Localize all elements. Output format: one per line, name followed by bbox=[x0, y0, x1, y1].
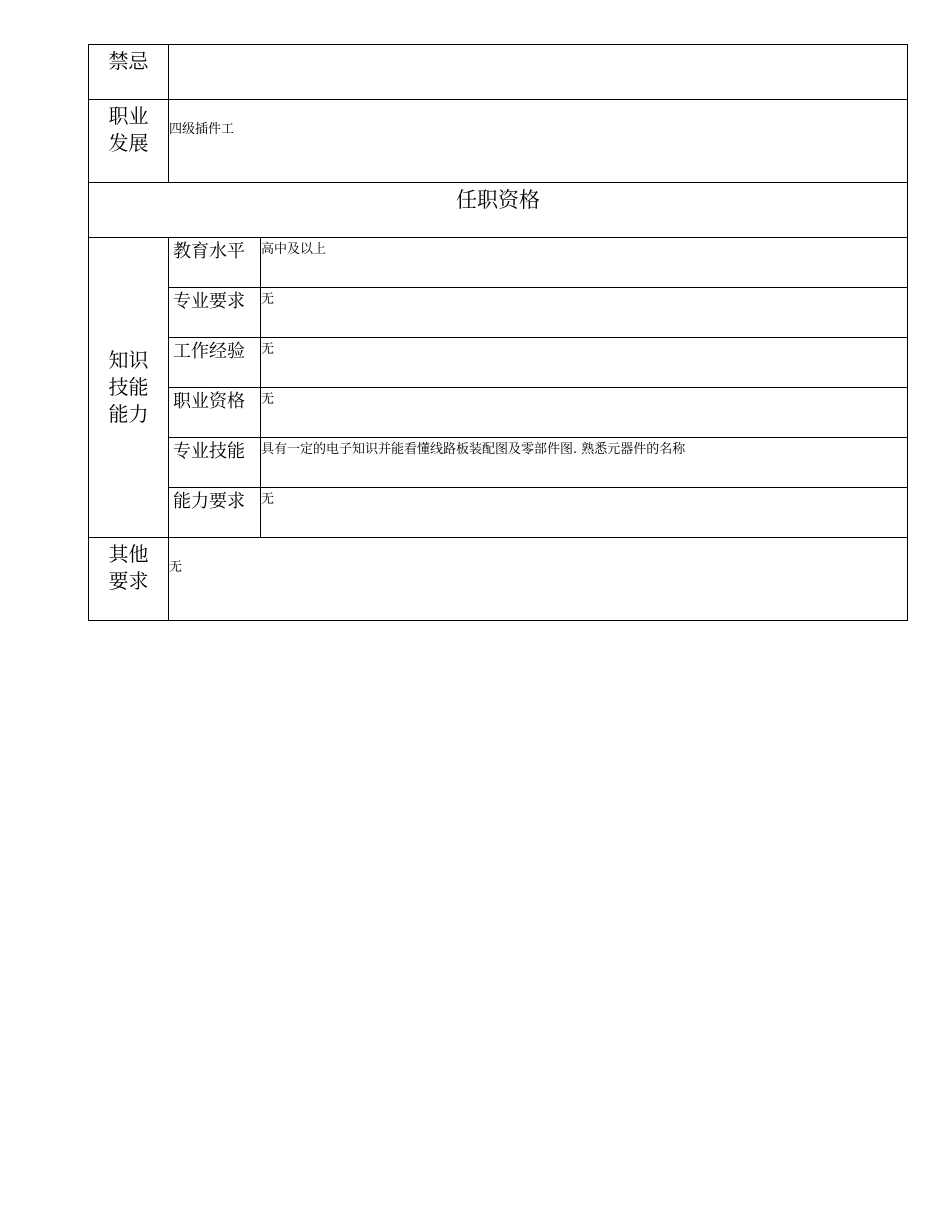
experience-value: 无 bbox=[261, 338, 908, 388]
education-value: 高中及以上 bbox=[261, 238, 908, 288]
knowledge-label bbox=[89, 238, 169, 538]
ability-label: 能力要求 bbox=[169, 488, 261, 538]
career-label bbox=[89, 100, 169, 183]
experience-label: 工作经验 bbox=[169, 338, 261, 388]
major-label: 专业要求 bbox=[169, 288, 261, 338]
other-label bbox=[89, 538, 169, 621]
section-title-row bbox=[89, 183, 908, 238]
career-value: 四级插件工 bbox=[169, 100, 908, 183]
knowledge-label-line1: 知识 bbox=[108, 348, 149, 372]
knowledge-row-0 bbox=[89, 238, 908, 288]
ability-value: 无 bbox=[261, 488, 908, 538]
skill-value: 具有一定的电子知识并能看懂线路板装配图及零部件图. 熟悉元器件的名称 bbox=[261, 438, 908, 488]
major-value: 无 bbox=[261, 288, 908, 338]
knowledge-row-4 bbox=[89, 438, 908, 488]
career-label-line2: 发展 bbox=[108, 131, 149, 155]
knowledge-row-1 bbox=[89, 288, 908, 338]
other-label-line2: 要求 bbox=[108, 569, 149, 593]
forbidden-label: 禁忌 bbox=[89, 45, 169, 100]
knowledge-row-3 bbox=[89, 388, 908, 438]
section-title: 任职资格 bbox=[89, 183, 908, 238]
career-label-line1: 职业 bbox=[108, 104, 149, 128]
other-row bbox=[89, 538, 908, 621]
forbidden-row bbox=[89, 45, 908, 100]
job-qualification-table bbox=[88, 44, 908, 621]
forbidden-value bbox=[169, 45, 908, 100]
career-row bbox=[89, 100, 908, 183]
certification-label: 职业资格 bbox=[169, 388, 261, 438]
other-value: 无 bbox=[169, 538, 908, 621]
knowledge-row-2 bbox=[89, 338, 908, 388]
skill-label: 专业技能 bbox=[169, 438, 261, 488]
certification-value: 无 bbox=[261, 388, 908, 438]
education-label: 教育水平 bbox=[169, 238, 261, 288]
knowledge-label-line2: 技能 bbox=[108, 375, 149, 399]
knowledge-label-line3: 能力 bbox=[108, 402, 149, 426]
knowledge-row-5 bbox=[89, 488, 908, 538]
other-label-line1: 其他 bbox=[108, 542, 149, 566]
